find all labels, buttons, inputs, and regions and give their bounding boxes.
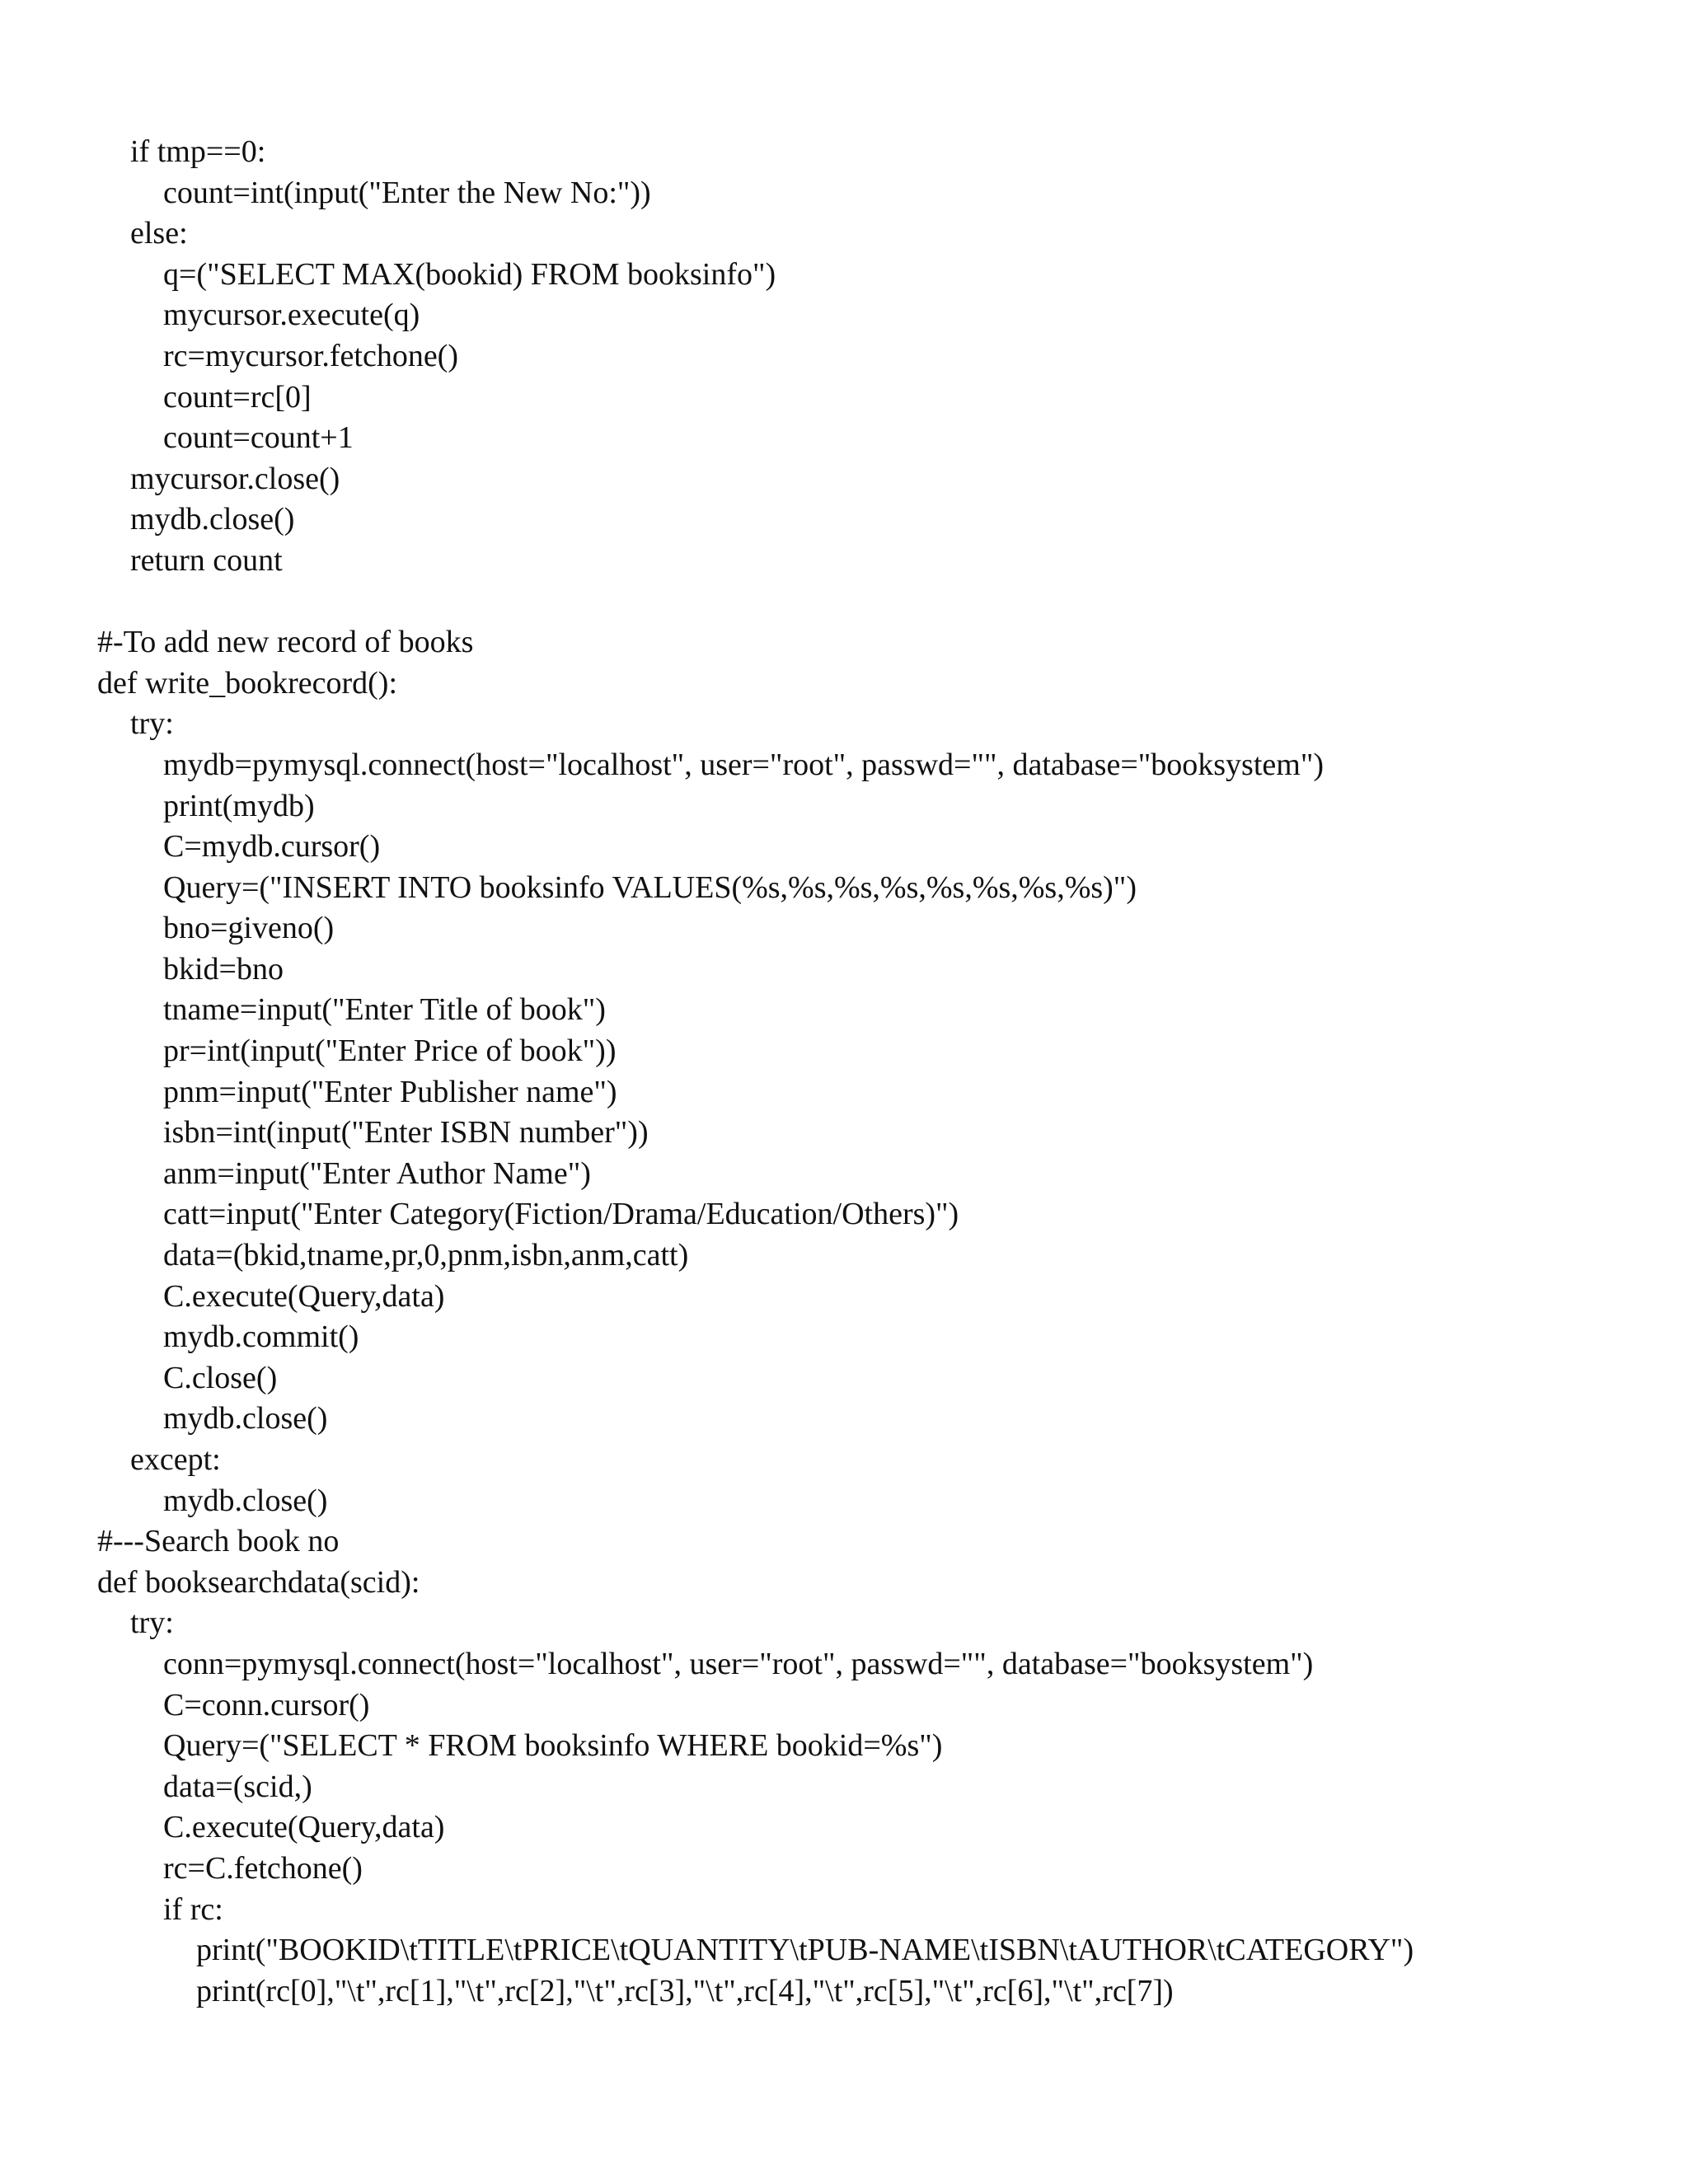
code-line: data=(scid,): [163, 1769, 312, 1804]
code-line: count=count+1: [163, 420, 354, 456]
code-line: C=mydb.cursor(): [163, 829, 381, 865]
code-line: else:: [130, 216, 188, 251]
code-line: mydb.close(): [163, 1401, 328, 1436]
code-line: if tmp==0:: [130, 134, 266, 169]
blank-line: [97, 582, 1647, 623]
code-line: Query=("INSERT INTO booksinfo VALUES(%s,%s,%s,%s,%s,%s,%s,%s)"): [163, 869, 1137, 905]
code-listing: [97, 132, 1647, 2012]
code-line: #-To add new record of books: [97, 625, 474, 660]
code-line: rc=C.fetchone(): [163, 1850, 363, 1886]
code-line: mycursor.execute(q): [163, 298, 420, 333]
code-line: C.execute(Query,data): [163, 1810, 445, 1845]
code-line: tname=input("Enter Title of book"): [163, 992, 606, 1028]
code-line: #---Search book no: [97, 1524, 340, 1559]
code-line: try:: [130, 1605, 174, 1641]
code-line: print(mydb): [163, 788, 315, 823]
code-line: mycursor.close(): [130, 461, 340, 496]
code-line: bkid=bno: [163, 951, 284, 987]
code-line: C.execute(Query,data): [163, 1278, 445, 1314]
code-line: print("BOOKID\tTITLE\tPRICE\tQUANTITY\tPUB-NAME\tISBN\tAUTHOR\tCATEGORY"): [196, 1933, 1414, 1968]
code-line: C.close(): [163, 1360, 278, 1395]
code-line: def booksearchdata(scid):: [97, 1564, 420, 1600]
code-line: catt=input("Enter Category(Fiction/Drama/Education/Others)"): [163, 1197, 959, 1232]
code-line: data=(bkid,tname,pr,0,pnm,isbn,anm,catt): [163, 1238, 689, 1273]
code-line: conn=pymysql.connect(host="localhost", user="root", passwd="", database="booksystem"): [163, 1646, 1314, 1681]
code-line: count=int(input("Enter the New No:")): [163, 175, 651, 210]
code-line: print(rc[0],"\t",rc[1],"\t",rc[2],"\t",rc[3],"\t",rc[4],"\t",rc[5],"\t",rc[6],"\t",rc[7]): [196, 1973, 1174, 2008]
code-line: count=rc[0]: [163, 379, 312, 415]
code-line: mydb=pymysql.connect(host="localhost", user="root", passwd="", database="booksystem"): [163, 747, 1324, 782]
code-line: except:: [130, 1442, 221, 1477]
code-line: def write_bookrecord():: [97, 665, 398, 701]
code-line: rc=mycursor.fetchone(): [163, 338, 458, 373]
code-line: Query=("SELECT * FROM booksinfo WHERE bookid=%s"): [163, 1728, 943, 1764]
code-line: pnm=input("Enter Publisher name"): [163, 1074, 617, 1109]
code-line: q=("SELECT MAX(bookid) FROM booksinfo"): [163, 256, 776, 292]
code-line: pr=int(input("Enter Price of book")): [163, 1033, 617, 1069]
code-line: return count: [130, 542, 283, 578]
code-line: mydb.close(): [163, 1483, 328, 1518]
code-line: mydb.close(): [130, 502, 295, 537]
code-line: anm=input("Enter Author Name"): [163, 1155, 591, 1191]
code-line: isbn=int(input("Enter ISBN number")): [163, 1115, 649, 1151]
code-line: bno=giveno(): [163, 911, 335, 946]
code-line: try:: [130, 706, 174, 742]
code-line: mydb.commit(): [163, 1319, 359, 1355]
code-line: if rc:: [163, 1891, 223, 1927]
code-line: C=conn.cursor(): [163, 1687, 370, 1722]
